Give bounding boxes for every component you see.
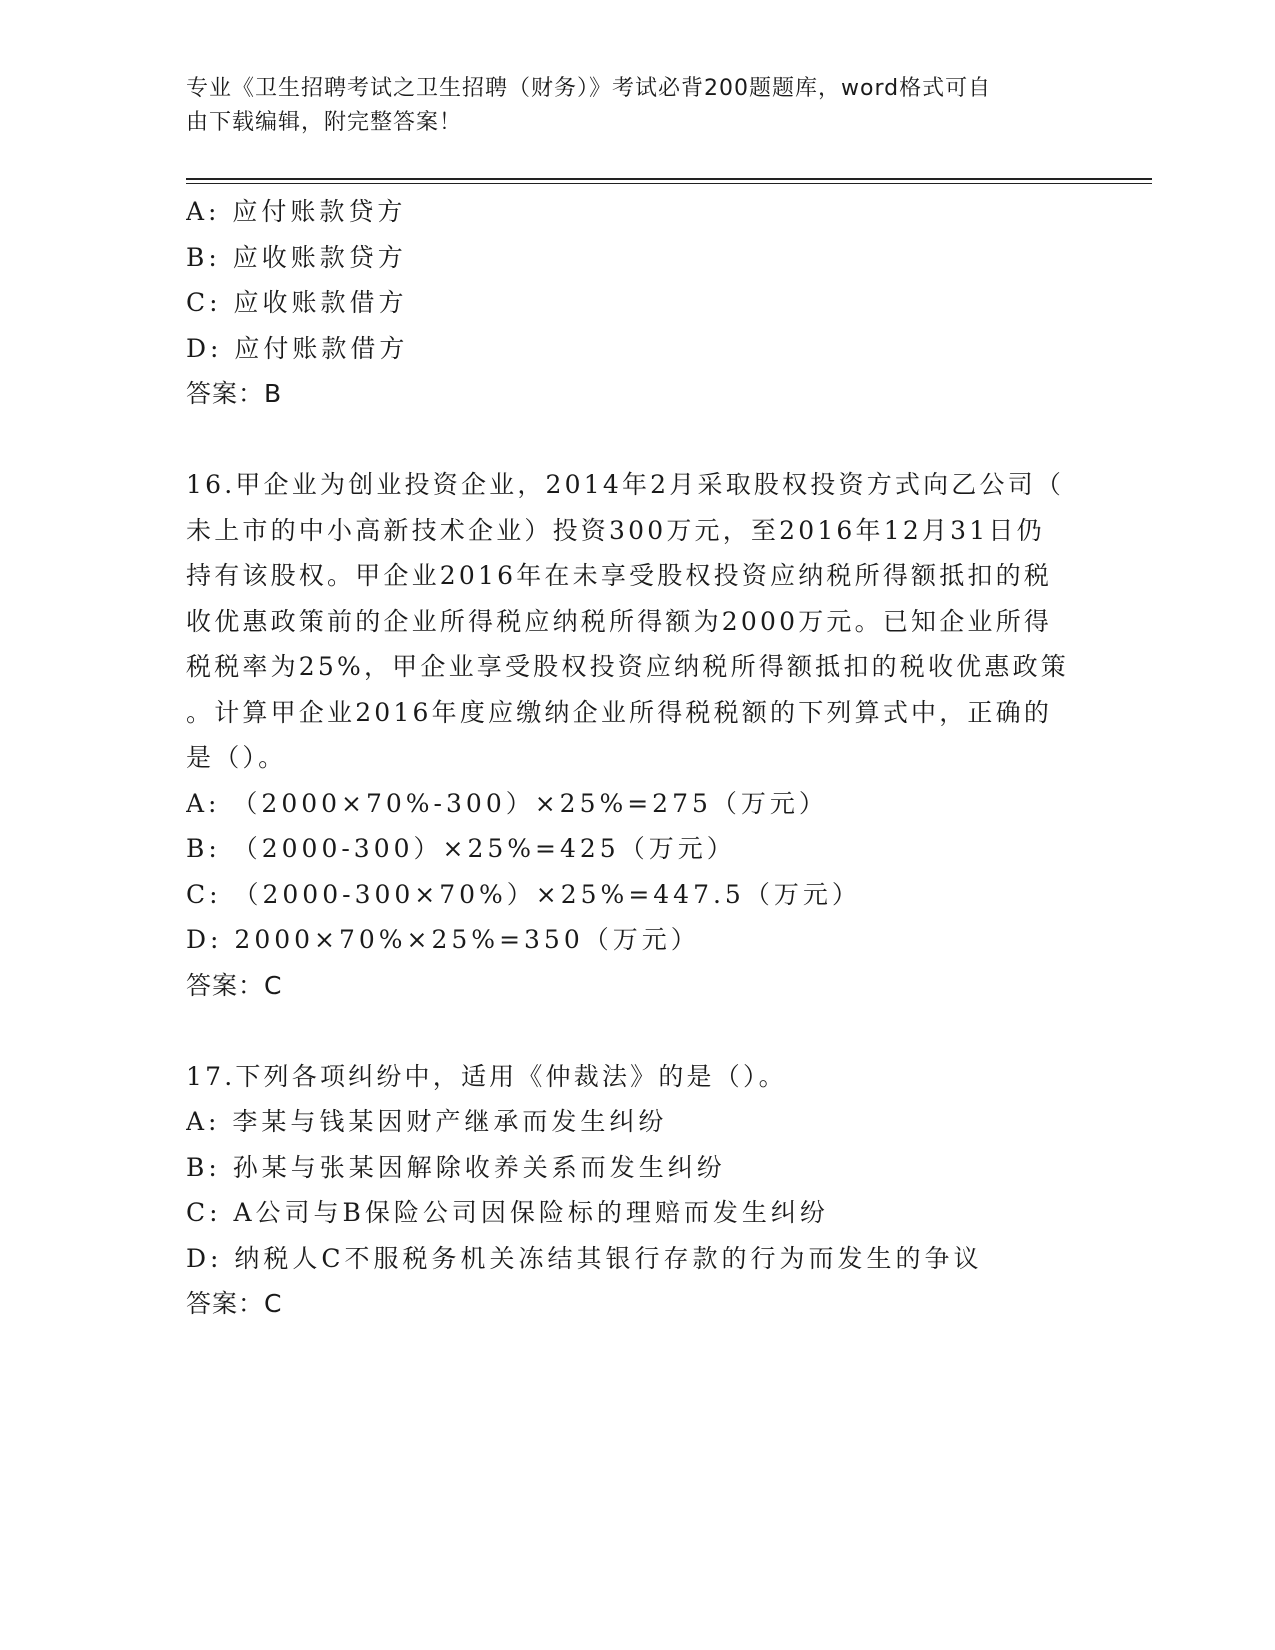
stem-line: 17.下列各项纠纷中，适用《仲裁法》的是（）。 [186,1061,787,1091]
stem-line: 收优惠政策前的企业所得税应纳税所得额为2000万元。已知企业所得 [186,606,1053,636]
stem-line: 16.甲企业为创业投资企业，2014年2月采取股权投资方式向乙公司（ [186,470,1065,499]
answer: 答案：C [186,970,283,1000]
answer: 答案：C [186,1289,283,1318]
option-b: B: 应收账款贷方 [186,242,407,272]
option-a: A: （2000×70%-300）×25%=275（万元） [186,788,828,818]
question-stem [186,1054,1086,1100]
document-page [186,0,1152,1650]
option-d: D: 2000×70%×25%=350（万元） [186,925,700,954]
option-d: D: 纳税人C不服税务机关冻结其银行存款的行为而发生的争议 [186,1243,983,1273]
question-16 [186,462,1086,1008]
question-stem [186,462,1086,781]
answer: 答案：B [186,379,283,408]
option-c: C: （2000-300×70%）×25%=447.5（万元） [186,879,861,909]
option-c: C: A公司与B保险公司因保险标的理赔而发生纠纷 [186,1198,829,1227]
header-divider-thin [186,183,1152,184]
option-c: C: 应收账款借方 [186,288,408,317]
spacer [186,1008,1086,1054]
question-17 [186,1054,1086,1327]
option-d: D: 应付账款借方 [186,333,409,363]
stem-line: 未上市的中小高新技术企业）投资300万元，至2016年12月31日仍 [186,515,1045,545]
question-15 [186,189,1086,417]
option-a: A: 应付账款贷方 [186,197,407,226]
header-divider-thick [186,178,1152,180]
option-b: B: 孙某与张某因解除收养关系而发生纠纷 [186,1152,726,1182]
option-a: A: 李某与钱某因财产继承而发生纠纷 [186,1107,668,1136]
stem-line: 是（）。 [186,743,287,772]
stem-line: 持有该股权。甲企业2016年在未享受股权投资应纳税所得额抵扣的税 [186,561,1053,590]
stem-line: 税税率为25%，甲企业享受股权投资应纳税所得额抵扣的税收优惠政策 [186,652,1069,681]
header-line-2: 由下载编辑，附完整答案！ [186,110,463,135]
stem-line: 。计算甲企业2016年度应缴纳企业所得税税额的下列算式中，正确的 [186,697,1053,727]
document-body [186,189,1086,1327]
document-header [186,72,1066,140]
header-line-1: 专业《卫生招聘考试之卫生招聘（财务）》考试必背200题题库，word格式可自 [186,76,992,101]
spacer [186,417,1086,463]
option-b: B: （2000-300）×25%=425（万元） [186,834,736,863]
